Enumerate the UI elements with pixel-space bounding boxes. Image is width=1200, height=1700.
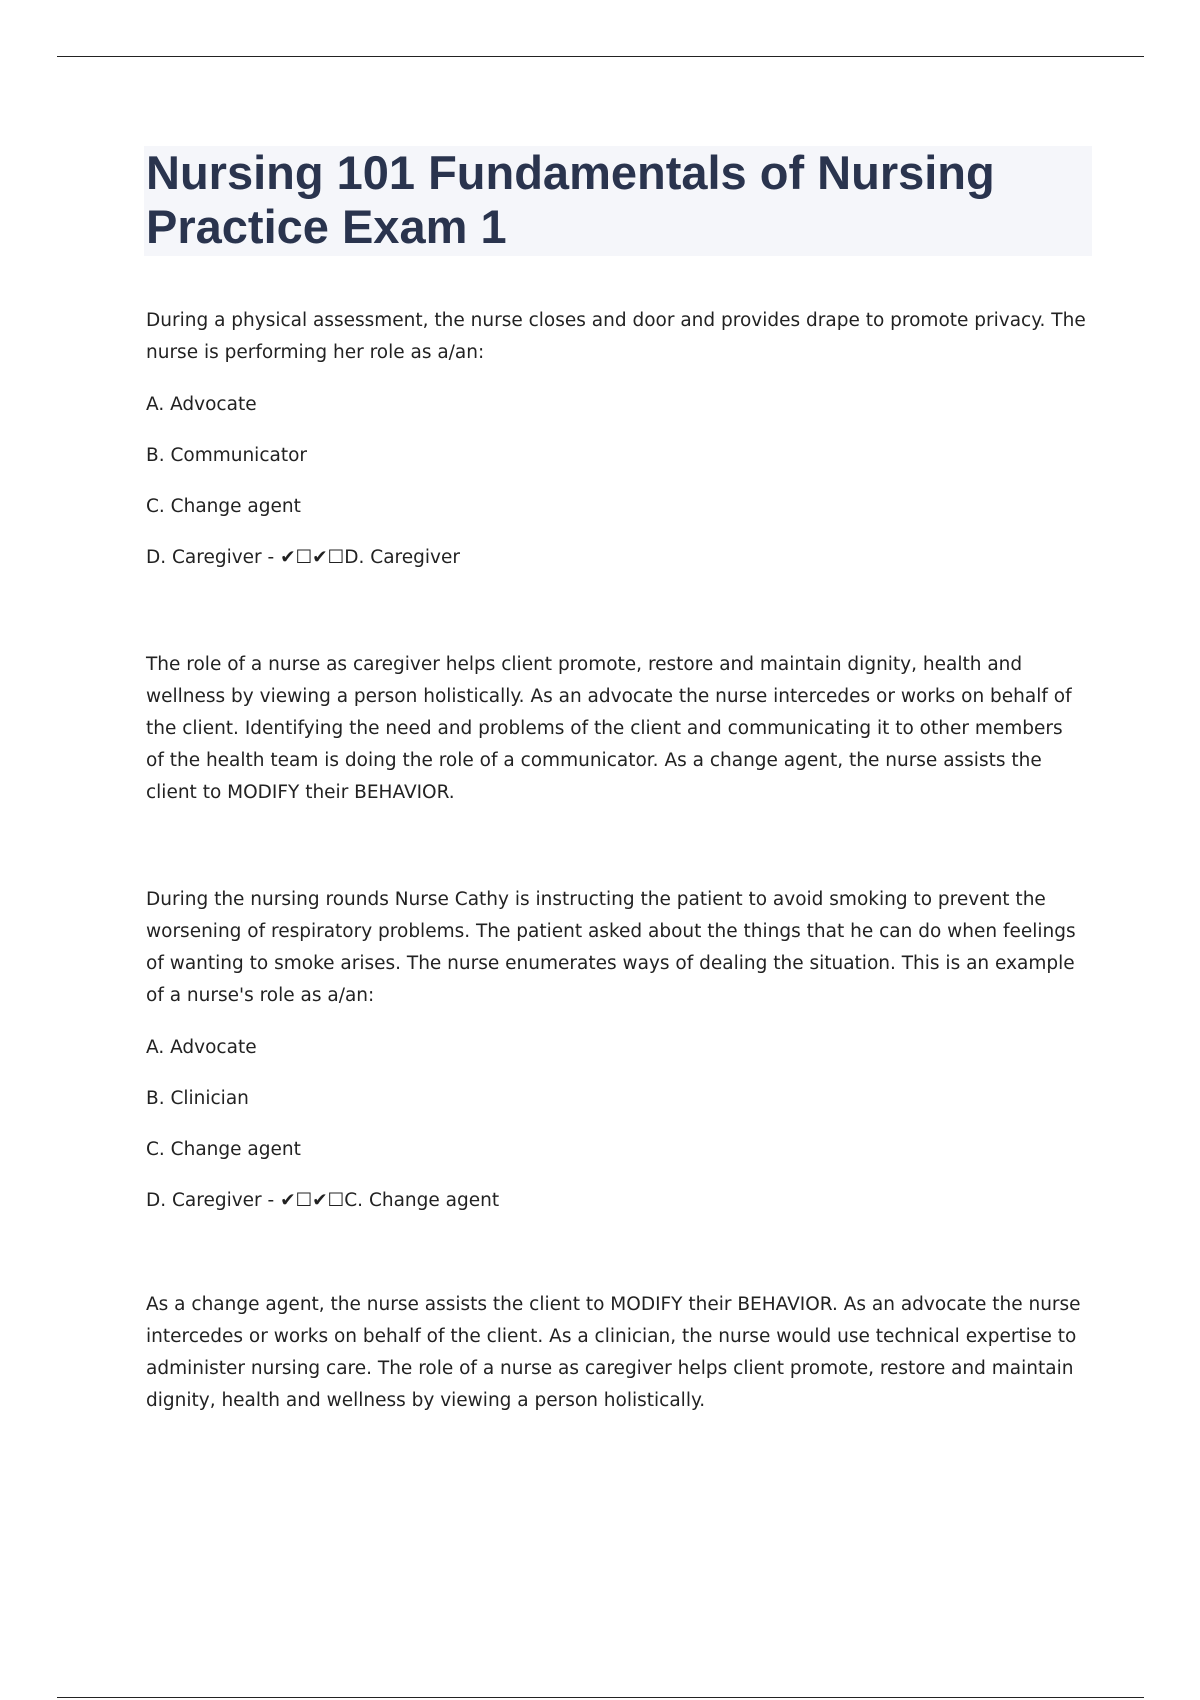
title-block xyxy=(144,146,1092,256)
question-2-option-b: B. Clinician xyxy=(146,1088,249,1109)
question-2 xyxy=(146,884,1086,1417)
question-1 xyxy=(146,305,1086,809)
question-2-option-c: C. Change agent xyxy=(146,1139,301,1160)
question-1-rationale: The role of a nurse as caregiver helps client promote, restore and maintain dignity, health and wellness by viewing a person holistically. As an advocate the nurse intercedes or works on behalf of the client. Identifying the need and problems of the client and communicating it to other members of the health team is doing the role of a communicator. As a change agent, the nurse assists the client to MODIFY their BEHAVIOR. xyxy=(146,654,1072,803)
question-1-text: During a physical assessment, the nurse closes and door and provides drape to promote privacy. The nurse is performing her role as a/an: xyxy=(146,310,1086,363)
document-title xyxy=(144,146,1092,254)
question-1-option-b: B. Communicator xyxy=(146,445,308,466)
question-2-option-d-answer: D. Caregiver - ✔☐✔☐C. Change agent xyxy=(146,1190,500,1211)
question-1-option-a: A. Advocate xyxy=(146,394,257,415)
header-rule xyxy=(57,56,1144,57)
question-1-option-c: C. Change agent xyxy=(146,496,301,517)
document-body xyxy=(146,305,1086,1417)
question-2-option-a: A. Advocate xyxy=(146,1037,257,1058)
question-1-option-d-answer: D. Caregiver - ✔☐✔☐D. Caregiver xyxy=(146,547,460,568)
question-2-rationale: As a change agent, the nurse assists the client to MODIFY their BEHAVIOR. As an advocate the nurse intercedes or works on behalf of the client. As a clinician, the nurse would use technical expertise to administer nursing care. The role of a nurse as caregiver helps client promote, restore and maintain dignity, health and wellness by viewing a person holistically. xyxy=(146,1294,1081,1411)
document-title-line-2: Practice Exam 1 xyxy=(146,200,507,253)
footer-rule xyxy=(57,1697,1144,1698)
question-2-text: During the nursing rounds Nurse Cathy is instructing the patient to avoid smoking to prevent the worsening of respiratory problems. The patient asked about the things that he can do when feelings of wanting to smoke arises. The nurse enumerates ways of dealing the situation. This is an example of a nurse's role as a/an: xyxy=(146,889,1076,1006)
document-title-line-1: Nursing 101 Fundamentals of Nursing xyxy=(146,146,995,199)
